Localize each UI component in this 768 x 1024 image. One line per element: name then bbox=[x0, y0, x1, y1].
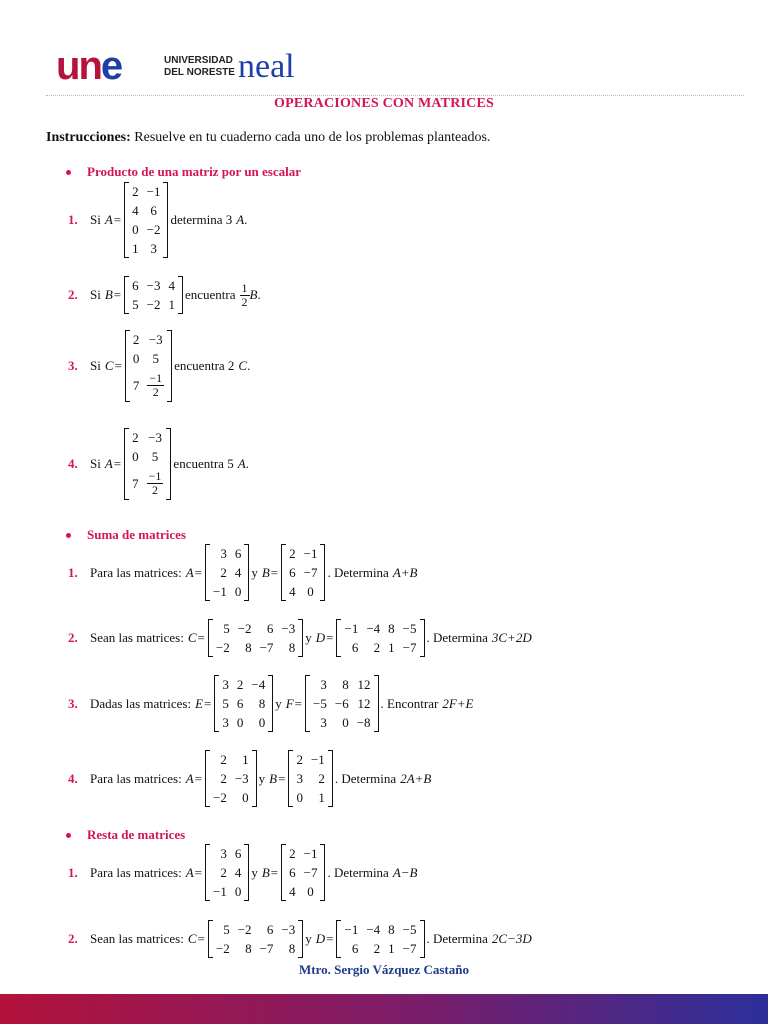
matrix-cell: 4 bbox=[132, 203, 139, 218]
matrix-cell: 6 bbox=[266, 922, 274, 937]
matrix bbox=[205, 544, 249, 601]
matrix-cell: 3 bbox=[296, 771, 303, 786]
matrix-cell: −6 bbox=[334, 696, 349, 711]
fraction: $\frac{1}{2}$ bbox=[241, 280, 248, 309]
problem-resta-2: 2. Sean las matrices: C = 5 −2 6 −3 −2 8 −7 8 y D = −1 −4 8 −5 6 2 1 −7 . Determina 2C−3D bbox=[68, 922, 532, 956]
matrix-cell: 0 bbox=[236, 715, 244, 730]
matrix-cell: −1 bbox=[310, 752, 325, 767]
matrix-cell: −1 bbox=[303, 546, 318, 561]
matrix-cell: 2 bbox=[132, 184, 139, 199]
fraction: $\frac{-1}{2}$ bbox=[148, 468, 162, 497]
matrix bbox=[205, 750, 257, 807]
matrix-cell: 2 bbox=[373, 941, 381, 956]
matrix-cell: −7 bbox=[303, 565, 318, 580]
matrix-cell: 12 bbox=[357, 677, 371, 692]
matrix-cell: −1 bbox=[344, 922, 359, 937]
matrix-cell: 2 bbox=[236, 677, 244, 692]
matrix bbox=[281, 844, 325, 901]
matrix-cell: −3 bbox=[281, 621, 296, 636]
matrix-cell: 6 bbox=[234, 846, 242, 861]
matrix-cell: −7 bbox=[259, 941, 274, 956]
matrix-cell: −5 bbox=[402, 621, 417, 636]
matrix-cell: 2 bbox=[220, 771, 227, 786]
matrix-cell: 0 bbox=[307, 884, 314, 899]
matrix-cell: 8 bbox=[288, 640, 296, 655]
matrix-cell: 3 bbox=[150, 241, 157, 256]
problem-escalar-3: 3. Si C = 2 −3 0 5 7 $\frac{-1}{2}$ encuentra 2 C . bbox=[68, 330, 250, 402]
matrix-cell: 8 bbox=[288, 941, 296, 956]
matrix-cell: 2 bbox=[296, 752, 303, 767]
matrix-cell: 0 bbox=[234, 584, 242, 599]
logo-university-text: UNIVERSIDAD DEL NORESTE bbox=[164, 55, 235, 78]
instructions: Instrucciones: Resuelve en tu cuaderno cada uno de los problemas planteados. bbox=[46, 130, 491, 145]
matrix-cell: 8 bbox=[388, 922, 395, 937]
matrix-cell: 0 bbox=[132, 222, 139, 237]
matrix-cell: 6 bbox=[266, 621, 274, 636]
matrix bbox=[214, 675, 273, 732]
problem-resta-1: 1. Para las matrices: A = 3 6 2 4 −1 0 y B = 2 −1 6 −7 4 0 . Determina A−B bbox=[68, 846, 418, 899]
matrix-cell: −4 bbox=[366, 621, 381, 636]
matrix-cell: 6 bbox=[351, 640, 359, 655]
matrix-cell: 5 bbox=[223, 922, 230, 937]
matrix-cell: 1 bbox=[132, 241, 139, 256]
problem-suma-4: 4. Para las matrices: A = 2 1 2 −3 −2 0 y B = 2 −1 3 2 0 1 . Determina 2A+B bbox=[68, 752, 432, 805]
matrix-cell: 3 bbox=[222, 677, 229, 692]
matrix-cell: 2 bbox=[220, 752, 227, 767]
matrix-cell: −8 bbox=[356, 715, 371, 730]
problem-escalar-1: 1. Si A = 2 −1 4 6 0 −2 1 3 determina 3 A . bbox=[68, 184, 248, 256]
matrix-cell: −7 bbox=[303, 865, 318, 880]
matrix-cell: 6 bbox=[236, 696, 244, 711]
matrix-cell: 8 bbox=[258, 696, 266, 711]
matrix: 2 −3 0 5 7 $\frac{-1}{2}$ bbox=[124, 428, 171, 500]
matrix bbox=[208, 619, 303, 657]
matrix-cell: 2 bbox=[220, 865, 227, 880]
section-heading-escalar: Producto de una matriz por un escalar bbox=[66, 164, 301, 180]
matrix-cell: −2 bbox=[237, 621, 252, 636]
matrix bbox=[288, 750, 332, 807]
matrix-cell: 4 bbox=[289, 584, 296, 599]
matrix-cell: 4 bbox=[289, 884, 296, 899]
matrix bbox=[208, 920, 303, 958]
matrix-cell: −2 bbox=[215, 941, 230, 956]
matrix-cell: 12 bbox=[357, 696, 371, 711]
matrix bbox=[281, 544, 325, 601]
matrix-cell: −2 bbox=[146, 297, 161, 312]
matrix bbox=[205, 844, 249, 901]
matrix-cell: −7 bbox=[402, 640, 417, 655]
author-name: Mtro. Sergio Vázquez Castaño bbox=[299, 962, 469, 977]
matrix-cell: 2 bbox=[373, 640, 381, 655]
matrix-cell: −2 bbox=[146, 222, 161, 237]
matrix-cell: 2 bbox=[318, 771, 325, 786]
bullet-icon bbox=[66, 533, 71, 538]
matrix-cell: −1 bbox=[212, 884, 227, 899]
matrix-cell: 3 bbox=[320, 715, 327, 730]
matrix-cell: 2 bbox=[289, 546, 296, 561]
matrix bbox=[336, 920, 424, 958]
matrix-cell: −2 bbox=[212, 790, 227, 805]
problem-suma-2: 2. Sean las matrices: C = 5 −2 6 −3 −2 8 −7 8 y D = −1 −4 8 −5 6 2 1 −7 . Determina 3C+2D bbox=[68, 621, 532, 655]
matrix-cell: 2 bbox=[220, 565, 227, 580]
matrix-cell: −2 bbox=[215, 640, 230, 655]
matrix: 2 −3 0 5 7 $\frac{-1}{2}$ bbox=[125, 330, 172, 402]
bullet-icon bbox=[66, 170, 71, 175]
problem-escalar-2: 2. Si B = 6 −3 4 5 −2 1 encuentra $\frac{1}{2}$ B . bbox=[68, 278, 261, 312]
matrix-cell: −7 bbox=[259, 640, 274, 655]
matrix-cell: 8 bbox=[342, 677, 349, 692]
matrix-cell: −4 bbox=[366, 922, 381, 937]
section-heading-resta: Resta de matrices bbox=[66, 827, 185, 843]
footer-gradient-bar bbox=[0, 994, 768, 1024]
logo-une: une bbox=[56, 44, 122, 88]
matrix-cell: −3 bbox=[146, 278, 161, 293]
problem-escalar-4: 4. Si A = 2 −3 0 5 7 $\frac{-1}{2}$ encuentra 5 A . bbox=[68, 428, 249, 500]
matrix-cell: 0 bbox=[307, 584, 314, 599]
matrix-cell: 3 bbox=[220, 846, 227, 861]
matrix-cell: −7 bbox=[402, 941, 417, 956]
matrix-cell: −4 bbox=[251, 677, 266, 692]
matrix-cell: 1 bbox=[168, 297, 175, 312]
matrix-cell: −1 bbox=[303, 846, 318, 861]
section-heading-suma: Suma de matrices bbox=[66, 527, 186, 543]
matrix-cell: 1 bbox=[388, 941, 395, 956]
matrix-cell: 2 bbox=[289, 846, 296, 861]
matrix-cell: 0 bbox=[296, 790, 303, 805]
matrix-cell: 3 bbox=[222, 715, 229, 730]
problem-suma-3: 3. Dadas las matrices: E = 3 2 −4 5 6 8 3 0 0 y F = 3 8 12 −5 −6 12 3 0 −8 . Encontrar 2F+E bbox=[68, 677, 474, 730]
matrix-cell: 6 bbox=[289, 865, 296, 880]
matrix-cell: 6 bbox=[351, 941, 359, 956]
matrix-cell: 5 bbox=[222, 696, 229, 711]
fraction: $\frac{-1}{2}$ bbox=[149, 370, 163, 399]
matrix-cell: 4 bbox=[234, 865, 242, 880]
matrix-cell: 0 bbox=[234, 884, 242, 899]
matrix-cell: −5 bbox=[402, 922, 417, 937]
bullet-icon bbox=[66, 833, 71, 838]
matrix-cell: −5 bbox=[313, 696, 327, 711]
matrix-cell: −2 bbox=[237, 922, 252, 937]
matrix-cell: 1 bbox=[318, 790, 325, 805]
matrix-cell: 8 bbox=[245, 941, 252, 956]
matrix bbox=[124, 182, 168, 258]
matrix-cell: 1 bbox=[388, 640, 395, 655]
matrix-cell: 8 bbox=[245, 640, 252, 655]
matrix-cell: 0 bbox=[242, 790, 249, 805]
matrix-cell: 4 bbox=[234, 565, 242, 580]
logo-neal: neal bbox=[238, 48, 295, 85]
matrix-cell: −3 bbox=[281, 922, 296, 937]
matrix-cell: 4 bbox=[168, 278, 175, 293]
matrix bbox=[124, 276, 183, 314]
matrix-cell: −1 bbox=[344, 621, 359, 636]
matrix-cell: 5 bbox=[223, 621, 230, 636]
matrix-cell: 6 bbox=[132, 278, 139, 293]
matrix-cell: −3 bbox=[234, 771, 249, 786]
page-title: OPERACIONES CON MATRICES bbox=[273, 96, 494, 111]
matrix bbox=[305, 675, 379, 732]
matrix-cell: 5 bbox=[132, 297, 139, 312]
matrix-cell: 0 bbox=[258, 715, 266, 730]
problem-suma-1: 1. Para las matrices: A = 3 6 2 4 −1 0 y B = 2 −1 6 −7 4 0 . Determina A+B bbox=[68, 546, 418, 599]
matrix-cell: 6 bbox=[150, 203, 157, 218]
matrix-cell: 8 bbox=[388, 621, 395, 636]
matrix-cell: −1 bbox=[146, 184, 161, 199]
matrix-cell: 6 bbox=[289, 565, 296, 580]
matrix-cell: 3 bbox=[320, 677, 327, 692]
matrix-cell: 6 bbox=[234, 546, 242, 561]
matrix-cell: 3 bbox=[220, 546, 227, 561]
matrix-cell: 0 bbox=[342, 715, 349, 730]
matrix-cell: −1 bbox=[212, 584, 227, 599]
matrix bbox=[336, 619, 424, 657]
matrix-cell: 1 bbox=[242, 752, 249, 767]
